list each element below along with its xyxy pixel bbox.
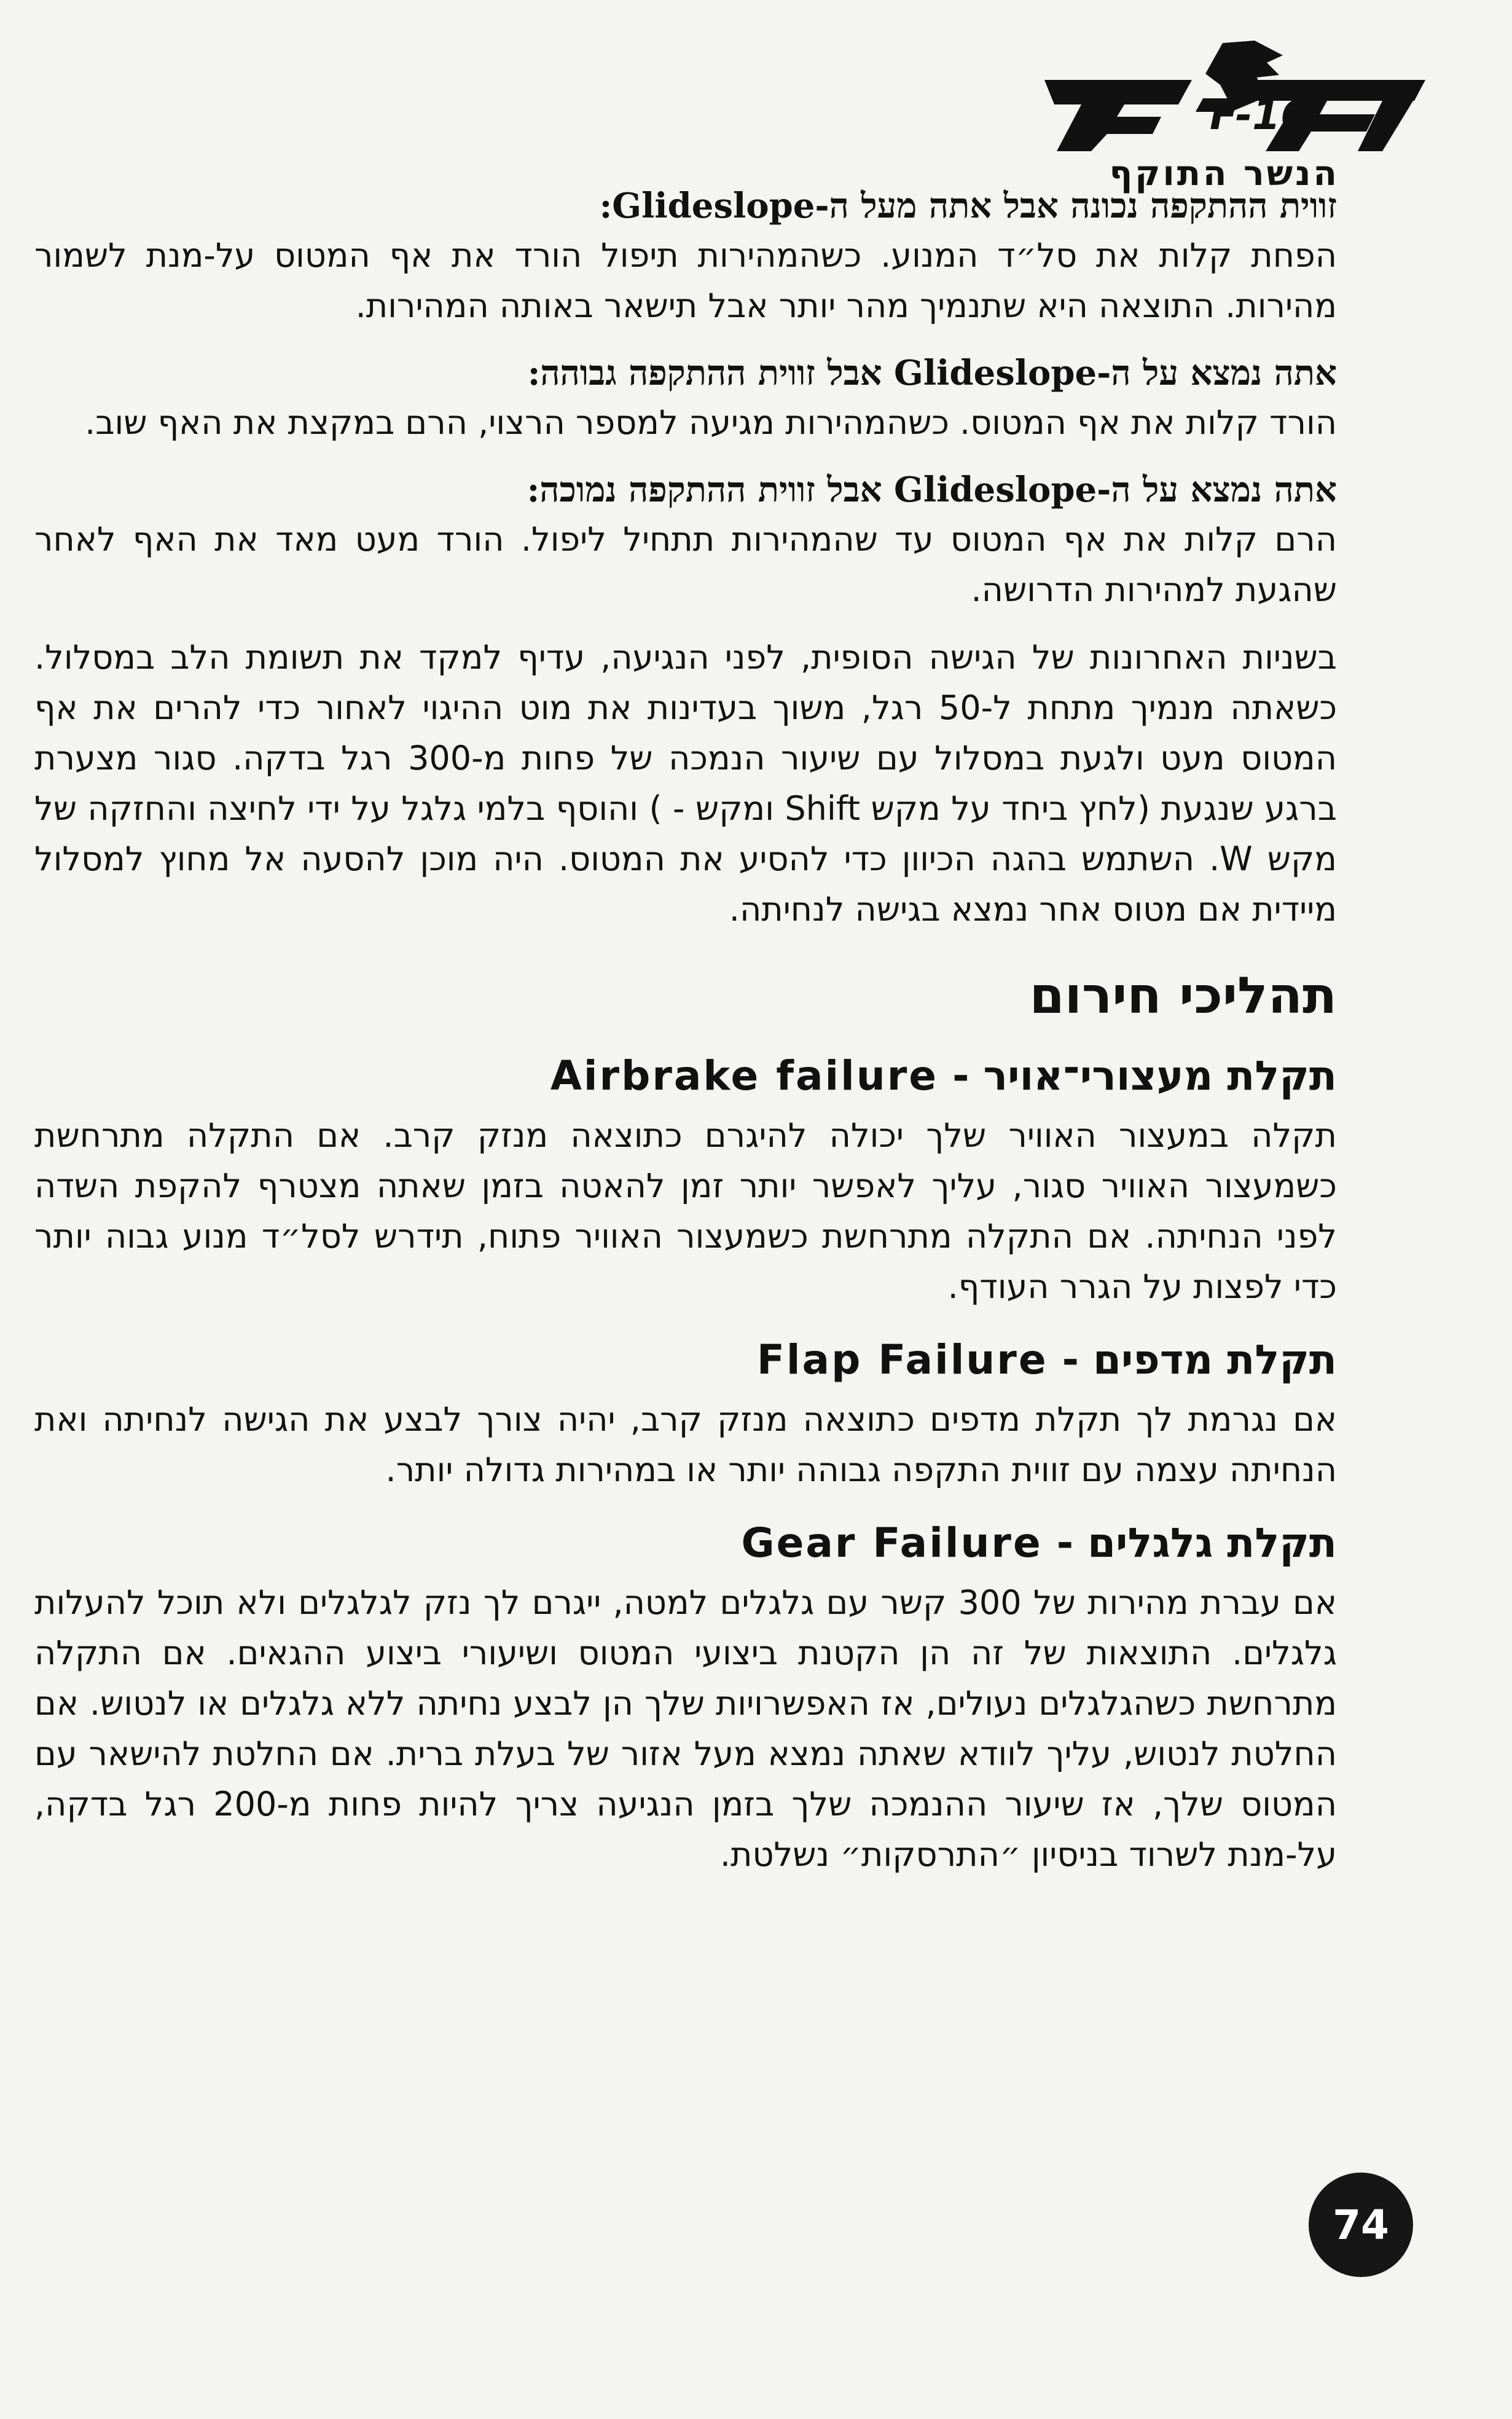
section-text: הורד קלות את אף המטוס. כשהמהירות מגיעה למספר הרצוי, הרם במקצת את האף שוב. (85, 403, 1337, 442)
section-3 (34, 465, 1337, 615)
section-1 (34, 181, 1337, 331)
section-heading: אתה נמצא על ה-Glideslope אבל זווית ההתקפה גבוהה: (527, 353, 1337, 393)
failure-title-he: תקלת גלגלים - (1056, 1519, 1337, 1567)
failure-text: אם נגרמת לך תקלת מדפים כתוצאה מנזק קרב, יהיה צורך לבצע את הגישה לנחיתה ואת הנחיתה עצמה עם זווית התקפה גבוהה יותר או במהירות גדולה יותר. (34, 1400, 1337, 1489)
failure-heading (34, 1329, 1337, 1391)
main-content (34, 181, 1337, 1897)
page-number-badge: 74 (1309, 2173, 1413, 2277)
failure-title-en: Gear Failure (741, 1519, 1043, 1567)
airbrake-failure (34, 1045, 1337, 1312)
eagle-logo-icon (1038, 37, 1432, 154)
f16-logo (1038, 37, 1432, 197)
section-heading: אתה נמצא על ה-Glideslope אבל זווית ההתקפה נמוכה: (527, 470, 1337, 510)
logo-subtitle: הנשר התוקף (1109, 154, 1339, 194)
section-heading: זווית ההתקפה נכונה אבל אתה מעל ה-Glideslope: (599, 186, 1337, 226)
section-text: הפחת קלות את סל״ד המנוע. כשהמהירות תיפול הורד את אף המטוס על-מנת לשמור מהירות. התוצאה היא שתנמיך מהר יותר אבל תישאר באותה המהירות. (34, 236, 1337, 325)
emergency-procedures-title: תהליכי חירום (1029, 967, 1337, 1025)
failure-heading (34, 1045, 1337, 1107)
logo-mark: F-16 (1209, 92, 1309, 139)
section-2 (34, 348, 1337, 448)
failure-text: תקלה במעצור האוויר שלך יכולה להיגרם כתוצאה מנזק קרב. אם התקלה מתרחשת כשמעצור האוויר סגור, עליך לאפשר יותר זמן להאטה בזמן שאתה מצטרף להקפת השדה לפני הנחיתה. אם התקלה מתרחשת כשמעצור האוויר פתוח, תידרש לסל״ד מנוע גבוה יותר כדי לפצות על הגרר העודף. (34, 1116, 1337, 1306)
failure-title-he: תקלת מעצורי־אויר - (952, 1052, 1337, 1099)
gear-failure (34, 1512, 1337, 1880)
section-text: הרם קלות את אף המטוס עד שהמהירות תתחיל ליפול. הורד מעט מאד את האף לאחר שהגעת למהירות הדרושה. (34, 520, 1337, 609)
failure-title-en: Airbrake failure (550, 1052, 939, 1099)
final-approach-paragraph: בשניות האחרונות של הגישה הסופית, לפני הנגיעה, עדיף למקד את תשומת הלב במסלול. כשאתה מנמיך מתחת ל-50 רגל, משוך בעדינות את מוט ההיגוי לאחור כדי להרים את אף המטוס מעט ולגעת במסלול עם שיעור הנמכה של פחות מ-300 רגל בדקה. סגור מצערת ברגע שנגעת (לחץ ביחד על מקש Shift ומקש - ) והוסף בלמי גלגל על ידי לחיצה והחזקה של מקש W. השתמש בהגה הכיוון כדי להסיע את המטוס. היה מוכן להסעה אל מחוץ למסלול מיידית אם מטוס אחר נמצא בגישה לנחיתה. (34, 638, 1338, 929)
failure-heading (34, 1512, 1337, 1574)
failure-title-he: תקלת מדפים - (1062, 1336, 1337, 1383)
flap-failure (34, 1329, 1337, 1495)
failure-title-en: Flap Failure (756, 1336, 1048, 1383)
failure-text: אם עברת מהירות של 300 קשר עם גלגלים למטה, ייגרם לך נזק לגלגלים ולא תוכל להעלות גלגלים. התוצאות של זה הן הקטנת ביצועי המטוס ושיעורי ביצוע ההגאים. אם התקלה מתרחשת כשהגלגלים נעולים, אז האפשרויות שלך הן לבצע נחיתה ללא גלגלים או לנטוש. אם החלטת לנטוש, עליך לוודא שאתה נמצא מעל אזור של בעלת ברית. אם החלטת להישאר עם המטוס שלך, אז שיעור ההנמכה שלך בזמן הנגיעה צריך להיות פחות מ-200 רגל בדקה, על-מנת לשרוד בניסיון ״התרסקות״ נשלטת. (34, 1583, 1337, 1874)
